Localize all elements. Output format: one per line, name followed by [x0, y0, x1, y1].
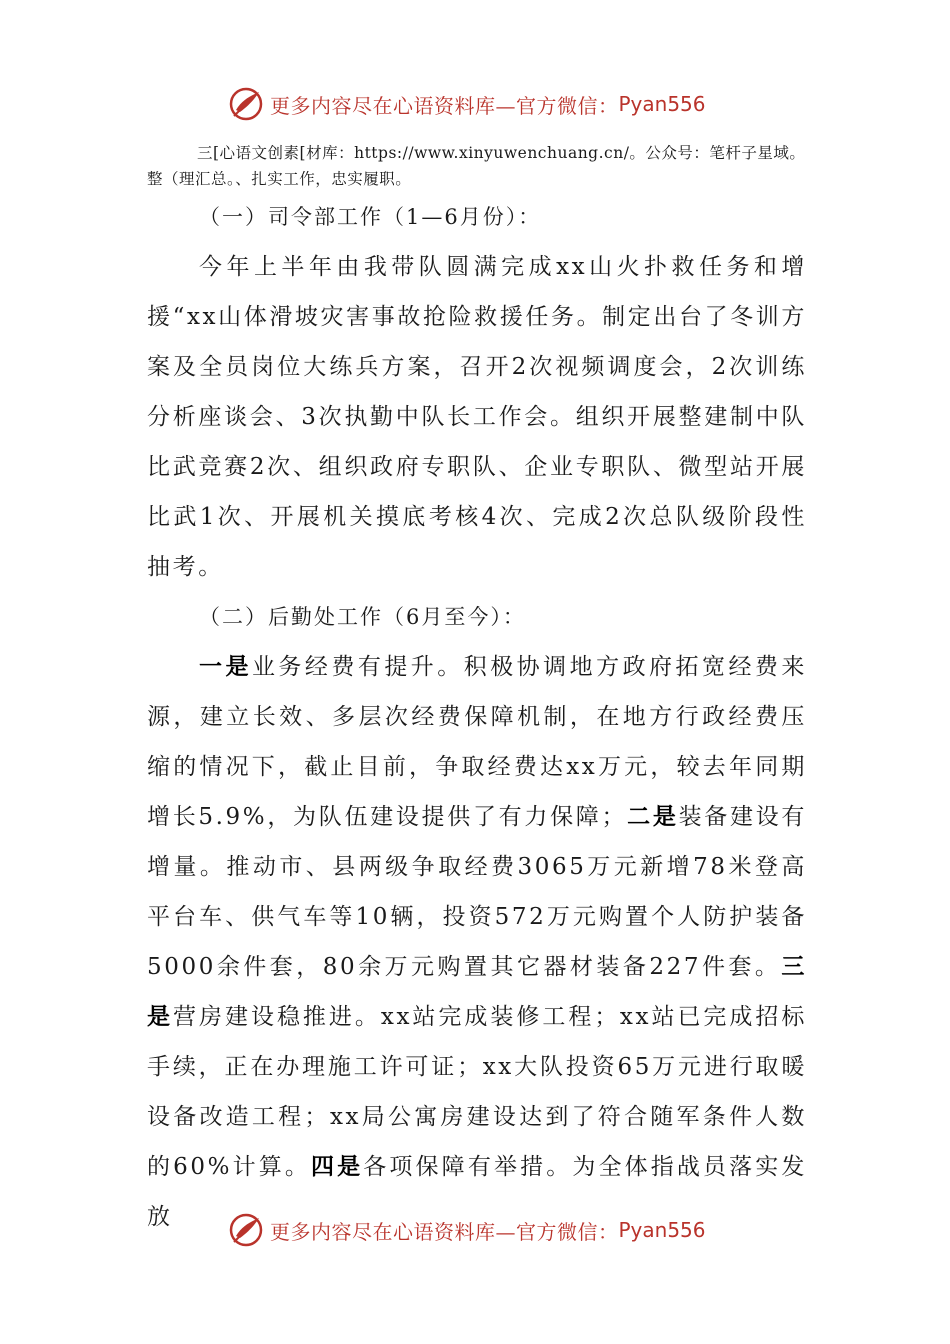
point-four-text: 各项保障有举措。为全体指战员落实发放 [147, 1154, 808, 1230]
point-four-lead: 四是 [311, 1153, 364, 1180]
logistics-paragraph [147, 642, 807, 1242]
watermark-text: 更多内容尽在心语资料库—官方微信： [270, 93, 619, 118]
watermark-wechat-id: Pyan556 [618, 92, 706, 116]
point-one-lead: 一是 [199, 653, 252, 680]
watermark-header [228, 84, 706, 124]
point-three-lead: 三是 [147, 953, 807, 1030]
watermark-wechat-id: Pyan556 [618, 1218, 706, 1242]
document-body [147, 140, 807, 1242]
point-two-lead: 二是 [627, 803, 679, 830]
quill-logo-icon [228, 86, 264, 122]
intro-line: 三[心语文创素[材库：https://www.xinyuwenchuang.cn/。公众号：笔杆子星域。整（理汇总。、扎实工作，忠实履职。 [147, 144, 806, 188]
point-one-text: 业务经费有提升。积极协调地方政府拓宽经费来源，建立长效、多层次经费保障机制，在地方行政经费压缩的情况下，截止目前，争取经费达xx万元，较去年同期增长5.9%，为队伍建设提供了有力保障； [147, 654, 807, 830]
section-text-headquarters: 今年上半年由我带队圆满完成xx山火扑救任务和增援“xx山体滑坡灾害事故抢险救援任务。制定出台了冬训方案及全员岗位大练兵方案，召开2次视频调度会，2次训练分析座谈会、3次执勤中队长工作会。组织开展整建制中队比武竞赛2次、组织政府专职队、企业专职队、微型站开展比武1次、开展机关摸底考核4次、完成2次总队级阶段性抽考。 [147, 254, 807, 580]
point-two-text: 装备建设有增量。推动市、县两级争取经费3065万元新增78米登高平台车、供气车等10辆，投资572万元购置个人防护装备5000余件套，80余万元购置其它器材装备227件套。 [147, 804, 808, 980]
watermark-footer [228, 1210, 706, 1250]
quill-logo-icon [228, 1212, 264, 1248]
watermark-text: 更多内容尽在心语资料库—官方微信： [270, 1219, 619, 1244]
section-heading-logistics: （二）后勤处工作（6月至今）： [199, 605, 526, 629]
point-three-text: 营房建设稳推进。xx站完成装修工程；xx站已完成招标手续，正在办理施工许可证；xx大队投资65万元进行取暖设备改造工程；xx局公寓房建设达到了符合随军条件人数的60%计算。 [147, 1004, 807, 1180]
section-heading-headquarters: （一）司令部工作（1—6月份）： [199, 205, 542, 229]
